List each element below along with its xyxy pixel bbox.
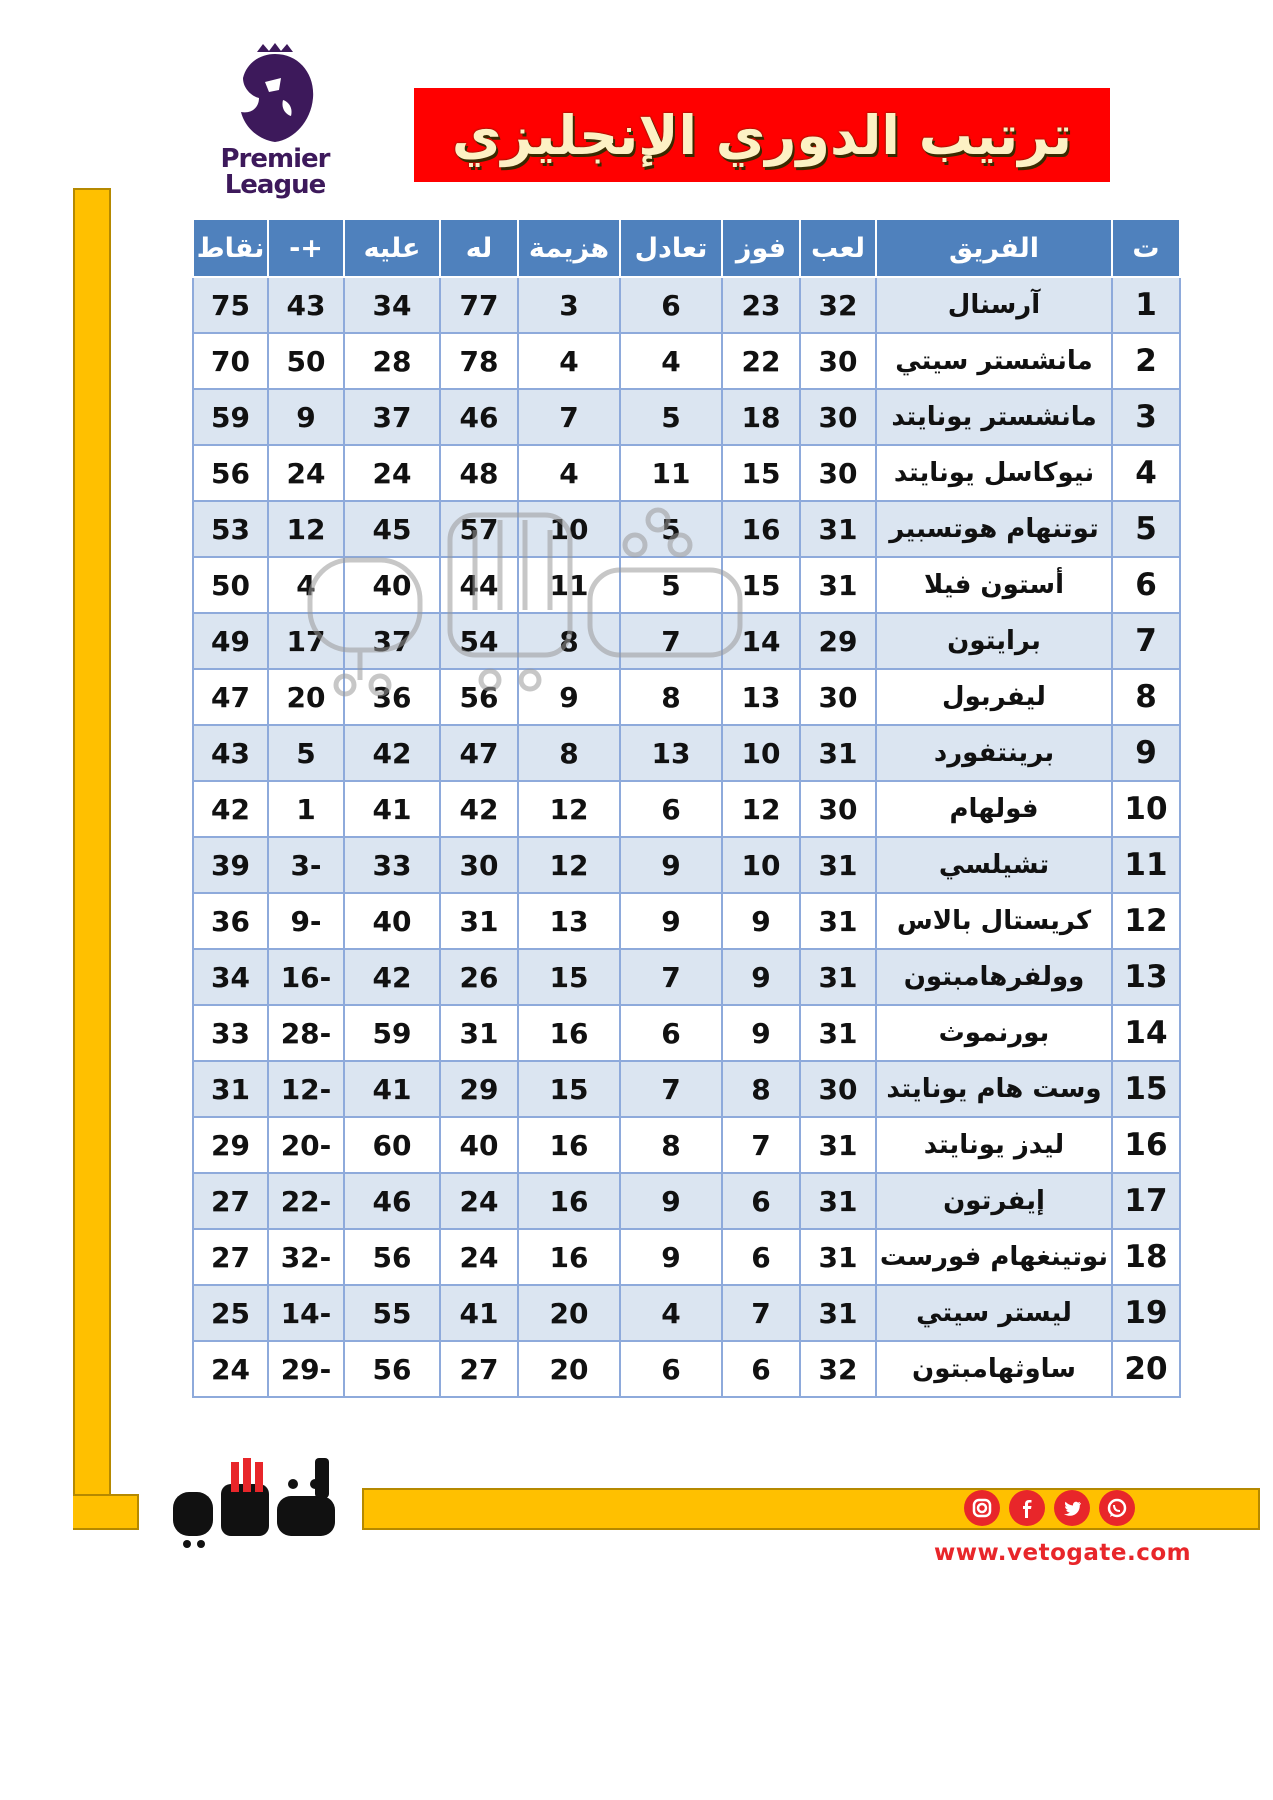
cell-played: 31	[800, 725, 876, 781]
cell-lost: 11	[518, 557, 620, 613]
cell-drawn: 5	[620, 501, 722, 557]
header-played: لعب	[800, 219, 876, 277]
whatsapp-icon[interactable]	[1099, 1490, 1135, 1526]
cell-won: 12	[722, 781, 800, 837]
table-row	[193, 669, 1180, 725]
cell-goals-against: 34	[344, 277, 440, 333]
cell-goals-against: 56	[344, 1229, 440, 1285]
cell-lost: 9	[518, 669, 620, 725]
cell-goals-for: 48	[440, 445, 518, 501]
cell-points: 27	[193, 1229, 268, 1285]
cell-lost: 8	[518, 613, 620, 669]
cell-team: فولهام	[876, 781, 1112, 837]
table-row	[193, 1285, 1180, 1341]
cell-drawn: 9	[620, 1173, 722, 1229]
table-row	[193, 1173, 1180, 1229]
table-row	[193, 613, 1180, 669]
cell-lost: 16	[518, 1173, 620, 1229]
brand-line2: League	[224, 170, 326, 200]
cell-won: 22	[722, 333, 800, 389]
cell-drawn: 9	[620, 837, 722, 893]
cell-drawn: 5	[620, 557, 722, 613]
cell-played: 31	[800, 949, 876, 1005]
cell-drawn: 4	[620, 333, 722, 389]
cell-goal-diff: 20	[268, 669, 344, 725]
cell-lost: 15	[518, 949, 620, 1005]
cell-goal-diff: 9	[268, 389, 344, 445]
cell-team: نيوكاسل يونايتد	[876, 445, 1112, 501]
standings-body	[193, 277, 1180, 1397]
cell-played: 31	[800, 1173, 876, 1229]
cell-drawn: 11	[620, 445, 722, 501]
cell-team: نوتينغهام فورست	[876, 1229, 1112, 1285]
header-goal-diff: +-	[268, 219, 344, 277]
title-banner	[414, 88, 1110, 182]
cell-won: 8	[722, 1061, 800, 1117]
cell-goal-diff: -28	[268, 1005, 344, 1061]
cell-lost: 4	[518, 445, 620, 501]
cell-played: 30	[800, 389, 876, 445]
cell-played: 31	[800, 893, 876, 949]
cell-rank: 14	[1112, 1005, 1180, 1061]
cell-rank: 10	[1112, 781, 1180, 837]
cell-goal-diff: 17	[268, 613, 344, 669]
cell-won: 9	[722, 1005, 800, 1061]
cell-played: 31	[800, 1229, 876, 1285]
cell-goals-against: 37	[344, 389, 440, 445]
cell-played: 30	[800, 445, 876, 501]
cell-rank: 2	[1112, 333, 1180, 389]
cell-goals-for: 27	[440, 1341, 518, 1397]
cell-goal-diff: -16	[268, 949, 344, 1005]
frame-left-foot	[73, 1494, 139, 1530]
cell-rank: 9	[1112, 725, 1180, 781]
cell-goal-diff: -9	[268, 893, 344, 949]
cell-team: مانشستر يونايتد	[876, 389, 1112, 445]
cell-rank: 19	[1112, 1285, 1180, 1341]
cell-goals-against: 40	[344, 893, 440, 949]
cell-goals-for: 44	[440, 557, 518, 613]
cell-played: 32	[800, 1341, 876, 1397]
cell-goal-diff: 24	[268, 445, 344, 501]
cell-rank: 3	[1112, 389, 1180, 445]
cell-goals-for: 24	[440, 1173, 518, 1229]
cell-team: بورنموث	[876, 1005, 1112, 1061]
cell-points: 59	[193, 389, 268, 445]
cell-lost: 10	[518, 501, 620, 557]
cell-drawn: 13	[620, 725, 722, 781]
cell-lost: 16	[518, 1117, 620, 1173]
facebook-icon[interactable]	[1009, 1490, 1045, 1526]
table-row	[193, 1005, 1180, 1061]
cell-won: 18	[722, 389, 800, 445]
cell-points: 25	[193, 1285, 268, 1341]
cell-goals-for: 46	[440, 389, 518, 445]
cell-points: 42	[193, 781, 268, 837]
cell-won: 6	[722, 1173, 800, 1229]
cell-played: 31	[800, 1117, 876, 1173]
cell-goal-diff: 1	[268, 781, 344, 837]
cell-goals-for: 78	[440, 333, 518, 389]
cell-drawn: 4	[620, 1285, 722, 1341]
cell-team: وولفرهامبتون	[876, 949, 1112, 1005]
header-drawn: تعادل	[620, 219, 722, 277]
cell-won: 10	[722, 725, 800, 781]
cell-goals-against: 40	[344, 557, 440, 613]
cell-goals-for: 26	[440, 949, 518, 1005]
cell-goal-diff: 43	[268, 277, 344, 333]
cell-played: 30	[800, 781, 876, 837]
table-row	[193, 445, 1180, 501]
cell-goals-against: 37	[344, 613, 440, 669]
cell-lost: 8	[518, 725, 620, 781]
header-team: الفريق	[876, 219, 1112, 277]
table-row	[193, 1229, 1180, 1285]
standings-table	[192, 218, 1181, 1398]
cell-won: 15	[722, 445, 800, 501]
cell-points: 49	[193, 613, 268, 669]
cell-team: آرسنال	[876, 277, 1112, 333]
cell-team: ليدز يونايتد	[876, 1117, 1112, 1173]
cell-rank: 6	[1112, 557, 1180, 613]
cell-played: 31	[800, 837, 876, 893]
cell-won: 9	[722, 893, 800, 949]
table-row	[193, 1117, 1180, 1173]
brand-line1: Premier	[220, 144, 330, 174]
cell-points: 36	[193, 893, 268, 949]
header-won: فوز	[722, 219, 800, 277]
cell-team: تشيلسي	[876, 837, 1112, 893]
cell-lost: 15	[518, 1061, 620, 1117]
cell-points: 47	[193, 669, 268, 725]
cell-won: 23	[722, 277, 800, 333]
cell-goals-against: 59	[344, 1005, 440, 1061]
cell-goals-for: 31	[440, 1005, 518, 1061]
cell-rank: 12	[1112, 893, 1180, 949]
cell-goals-for: 54	[440, 613, 518, 669]
cell-goals-for: 77	[440, 277, 518, 333]
cell-drawn: 6	[620, 277, 722, 333]
cell-won: 6	[722, 1229, 800, 1285]
cell-team: ساوثهامبتون	[876, 1341, 1112, 1397]
cell-drawn: 8	[620, 669, 722, 725]
cell-goals-for: 24	[440, 1229, 518, 1285]
cell-goal-diff: -29	[268, 1341, 344, 1397]
twitter-icon[interactable]	[1054, 1490, 1090, 1526]
cell-lost: 20	[518, 1341, 620, 1397]
cell-won: 13	[722, 669, 800, 725]
cell-goals-for: 57	[440, 501, 518, 557]
page-title: ترتيب الدوري الإنجليزي	[451, 103, 1073, 167]
cell-lost: 13	[518, 893, 620, 949]
social-icons	[964, 1490, 1135, 1526]
cell-goal-diff: -22	[268, 1173, 344, 1229]
cell-won: 10	[722, 837, 800, 893]
cell-points: 24	[193, 1341, 268, 1397]
cell-played: 31	[800, 557, 876, 613]
cell-won: 14	[722, 613, 800, 669]
cell-goals-for: 41	[440, 1285, 518, 1341]
cell-goals-against: 42	[344, 949, 440, 1005]
cell-played: 30	[800, 1061, 876, 1117]
cell-goal-diff: -32	[268, 1229, 344, 1285]
cell-goals-against: 46	[344, 1173, 440, 1229]
table-row	[193, 389, 1180, 445]
cell-rank: 7	[1112, 613, 1180, 669]
cell-lost: 20	[518, 1285, 620, 1341]
cell-goals-for: 47	[440, 725, 518, 781]
table-row	[193, 1341, 1180, 1397]
header-goals-for: له	[440, 219, 518, 277]
header-rank: ت	[1112, 219, 1180, 277]
cell-won: 6	[722, 1341, 800, 1397]
cell-lost: 4	[518, 333, 620, 389]
cell-team: برينتفورد	[876, 725, 1112, 781]
cell-played: 30	[800, 669, 876, 725]
cell-drawn: 9	[620, 1229, 722, 1285]
premier-league-wordmark	[221, 146, 330, 198]
cell-team: كريستال بالاس	[876, 893, 1112, 949]
header-lost: هزيمة	[518, 219, 620, 277]
cell-rank: 16	[1112, 1117, 1180, 1173]
cell-drawn: 9	[620, 893, 722, 949]
cell-goals-against: 36	[344, 669, 440, 725]
cell-rank: 11	[1112, 837, 1180, 893]
cell-goal-diff: -12	[268, 1061, 344, 1117]
cell-team: برايتون	[876, 613, 1112, 669]
cell-goals-for: 30	[440, 837, 518, 893]
cell-goal-diff: -3	[268, 837, 344, 893]
cell-goals-against: 42	[344, 725, 440, 781]
cell-points: 43	[193, 725, 268, 781]
table-row	[193, 333, 1180, 389]
cell-goals-for: 40	[440, 1117, 518, 1173]
cell-rank: 1	[1112, 277, 1180, 333]
cell-played: 31	[800, 1285, 876, 1341]
cell-rank: 20	[1112, 1341, 1180, 1397]
cell-won: 9	[722, 949, 800, 1005]
cell-lost: 3	[518, 277, 620, 333]
veto-logo	[165, 1458, 345, 1548]
cell-goal-diff: 12	[268, 501, 344, 557]
frame-left-bar	[73, 188, 111, 1530]
cell-rank: 15	[1112, 1061, 1180, 1117]
header-points: نقاط	[193, 219, 268, 277]
cell-rank: 5	[1112, 501, 1180, 557]
premier-league-logo	[202, 40, 348, 205]
cell-rank: 17	[1112, 1173, 1180, 1229]
cell-lost: 16	[518, 1229, 620, 1285]
cell-points: 70	[193, 333, 268, 389]
cell-lost: 16	[518, 1005, 620, 1061]
cell-goals-against: 41	[344, 781, 440, 837]
cell-won: 7	[722, 1117, 800, 1173]
cell-rank: 13	[1112, 949, 1180, 1005]
cell-points: 56	[193, 445, 268, 501]
cell-drawn: 8	[620, 1117, 722, 1173]
cell-team: مانشستر سيتي	[876, 333, 1112, 389]
table-row	[193, 781, 1180, 837]
cell-goals-against: 33	[344, 837, 440, 893]
cell-goal-diff: 4	[268, 557, 344, 613]
cell-drawn: 7	[620, 613, 722, 669]
table-row	[193, 557, 1180, 613]
table-row	[193, 501, 1180, 557]
cell-goals-against: 28	[344, 333, 440, 389]
cell-goals-for: 29	[440, 1061, 518, 1117]
cell-goals-against: 45	[344, 501, 440, 557]
cell-lost: 7	[518, 389, 620, 445]
cell-goals-against: 60	[344, 1117, 440, 1173]
cell-points: 75	[193, 277, 268, 333]
cell-played: 31	[800, 501, 876, 557]
cell-lost: 12	[518, 837, 620, 893]
cell-goals-for: 56	[440, 669, 518, 725]
cell-drawn: 5	[620, 389, 722, 445]
cell-played: 31	[800, 1005, 876, 1061]
cell-goals-against: 41	[344, 1061, 440, 1117]
cell-goals-for: 42	[440, 781, 518, 837]
cell-points: 34	[193, 949, 268, 1005]
cell-team: وست هام يونايتد	[876, 1061, 1112, 1117]
table-row	[193, 837, 1180, 893]
lion-crest-icon	[229, 42, 321, 146]
cell-points: 27	[193, 1173, 268, 1229]
cell-goals-against: 56	[344, 1341, 440, 1397]
cell-team: أستون فيلا	[876, 557, 1112, 613]
cell-team: ليفربول	[876, 669, 1112, 725]
website-url[interactable]: www.vetogate.com	[934, 1540, 1192, 1566]
cell-team: إيفرتون	[876, 1173, 1112, 1229]
cell-rank: 8	[1112, 669, 1180, 725]
cell-points: 29	[193, 1117, 268, 1173]
cell-goals-against: 55	[344, 1285, 440, 1341]
cell-goal-diff: 5	[268, 725, 344, 781]
table-header-row	[193, 219, 1180, 277]
cell-rank: 18	[1112, 1229, 1180, 1285]
table-row	[193, 893, 1180, 949]
table-row	[193, 949, 1180, 1005]
cell-won: 16	[722, 501, 800, 557]
cell-points: 33	[193, 1005, 268, 1061]
cell-lost: 12	[518, 781, 620, 837]
cell-points: 53	[193, 501, 268, 557]
cell-drawn: 6	[620, 1005, 722, 1061]
cell-goal-diff: 50	[268, 333, 344, 389]
cell-goals-for: 31	[440, 893, 518, 949]
cell-drawn: 6	[620, 781, 722, 837]
cell-won: 7	[722, 1285, 800, 1341]
instagram-icon[interactable]	[964, 1490, 1000, 1526]
cell-team: توتنهام هوتسبير	[876, 501, 1112, 557]
header-goals-against: عليه	[344, 219, 440, 277]
table-row	[193, 725, 1180, 781]
cell-points: 39	[193, 837, 268, 893]
cell-goal-diff: -14	[268, 1285, 344, 1341]
cell-team: ليستر سيتي	[876, 1285, 1112, 1341]
cell-points: 50	[193, 557, 268, 613]
cell-points: 31	[193, 1061, 268, 1117]
cell-drawn: 7	[620, 949, 722, 1005]
cell-rank: 4	[1112, 445, 1180, 501]
cell-played: 32	[800, 277, 876, 333]
cell-goals-against: 24	[344, 445, 440, 501]
cell-drawn: 6	[620, 1341, 722, 1397]
cell-played: 30	[800, 333, 876, 389]
cell-played: 29	[800, 613, 876, 669]
cell-won: 15	[722, 557, 800, 613]
table-row	[193, 277, 1180, 333]
table-row	[193, 1061, 1180, 1117]
cell-goal-diff: -20	[268, 1117, 344, 1173]
cell-drawn: 7	[620, 1061, 722, 1117]
